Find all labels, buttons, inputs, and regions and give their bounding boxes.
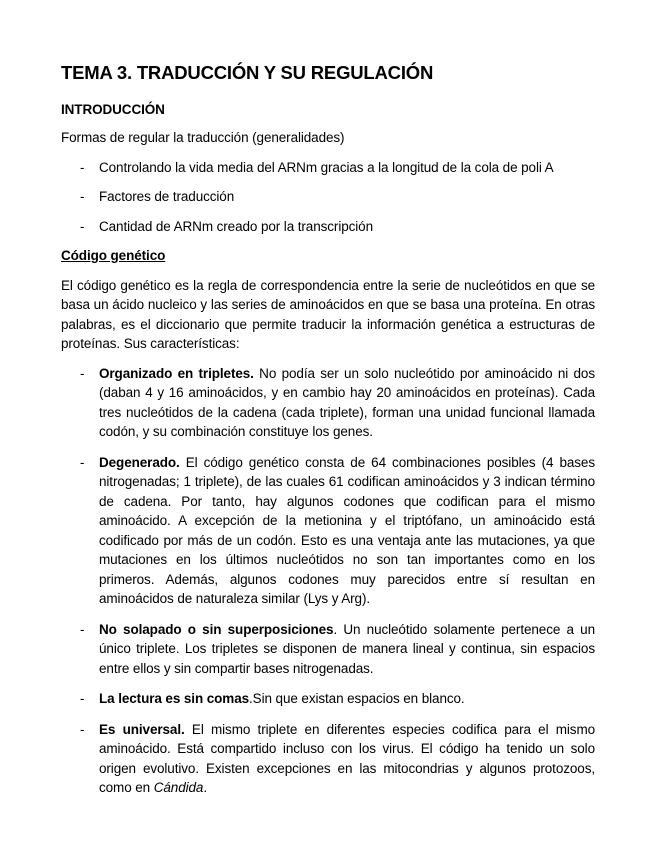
list-item: - Factores de traducción [61, 187, 595, 207]
document-content [61, 62, 595, 809]
introduction-heading: INTRODUCCIÓN [61, 102, 165, 117]
feature-text: . Un nucleótido solamente pertenece a un único triplete. Los tripletes se disponen de manera lineal y continua, sin espacios entre ellos y sin compartir bases nitrogenadas. [99, 621, 595, 676]
feature-item [61, 720, 595, 798]
regulation-list [61, 158, 595, 237]
species-name: Cándida [153, 780, 204, 795]
introduction-lead: Formas de regular la traducción (generalidades) [61, 130, 345, 145]
feature-item [61, 453, 595, 609]
list-item: - Cantidad de ARNm creado por la transcripción [61, 217, 595, 237]
feature-term: Es universal. [99, 721, 185, 737]
feature-text: No podía ser un solo nucleótido por aminoácido ni dos (daban 4 y 16 aminoácidos, y en cambio hay 20 aminoácidos en proteínas). Cada tres nucleótidos de la cadena (cada triplete), forman una unidad funcional llamada codón, y su combinación constituye los genes. [99, 365, 595, 439]
feature-text: .Sin que existan espacios en blanco. [249, 691, 465, 706]
feature-term: No solapado o sin superposiciones [99, 621, 334, 637]
document-title: TEMA 3. TRADUCCIÓN Y SU REGULACIÓN [61, 62, 434, 83]
feature-text: El código genético consta de 64 combinaciones posibles (4 bases nitrogenadas; 1 triplete), de las cuales 61 codifican aminoácidos y 3 indican término de cadena. Por tanto, hay algunos codones que codifican para el mismo aminoácido. A excepción de la metionina y el triptófano, un aminoácido está codificado por más de un codón. Esto es una ventaja ante las mutaciones, ya que mutaciones en los últimos nucleótidos no son tan importantes como en los primeros. Además, algunos codones muy parecidos entre sí resultan en aminoácidos de naturaleza similar (Lys y Arg). [99, 454, 595, 606]
genetic-code-paragraph: El código genético es la regla de correspondencia entre la serie de nucleótidos en que se basa un ácido nucleico y las series de aminoácidos en que se basa una proteína. En otras palabras, es el diccionario que permite traducir la información genética a estructuras de proteínas. Sus características: [61, 277, 595, 351]
feature-item [61, 364, 595, 442]
feature-item [61, 620, 595, 679]
list-item: - Controlando la vida media del ARNm gracias a la longitud de la cola de poli A [61, 158, 595, 178]
feature-term: La lectura es sin comas [99, 691, 250, 706]
genetic-code-features [61, 364, 595, 798]
feature-tail: . [203, 780, 207, 795]
genetic-code-heading: Código genético [61, 248, 166, 263]
feature-term: Organizado en tripletes. [99, 365, 254, 381]
feature-text: El mismo triplete en diferentes especies codifica para el mismo aminoácido. Está compartido incluso con los virus. El código ha tenido un solo origen evolutivo. Existen excepciones en las mitocondrias y algunos protozoos, como en [99, 721, 596, 795]
feature-term: Degenerado. [99, 454, 180, 470]
feature-item [61, 689, 595, 709]
